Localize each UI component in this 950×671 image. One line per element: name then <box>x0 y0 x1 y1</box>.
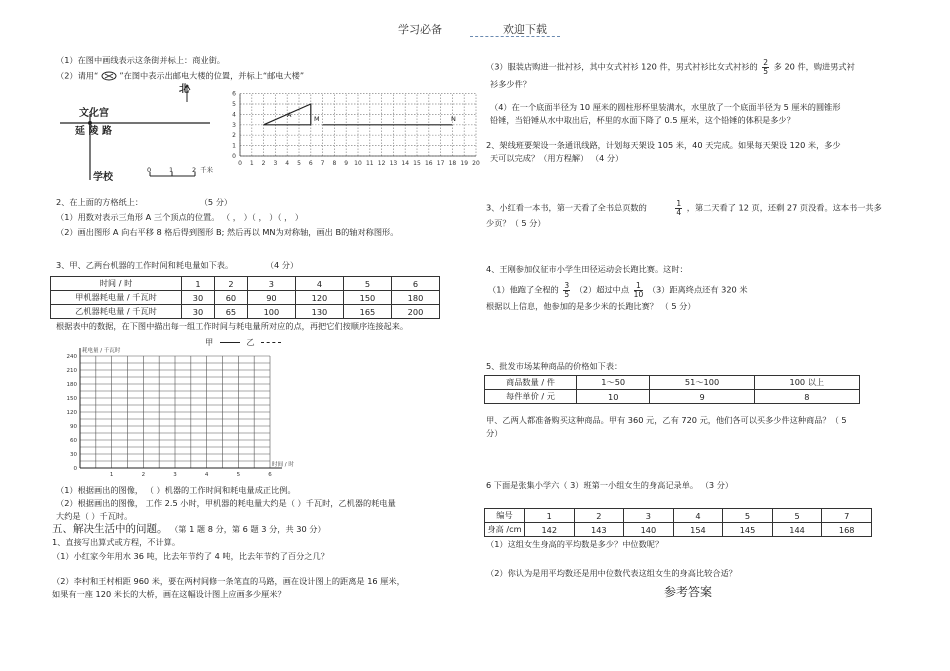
grid-x-tick-label: 5 <box>297 160 301 167</box>
grid-x-tick-label: 6 <box>308 160 313 167</box>
q3-sub2a: （2）根据画出的图像， 工作 2.5 小时，甲机器的耗电量大约是（ ）千瓦时，乙机器的耗电量 <box>56 498 396 508</box>
power-table-header-cell: 时间 / 时 <box>51 277 182 291</box>
height-table-header-cell: 7 <box>822 509 872 523</box>
legend-yi-label: 乙 <box>246 337 255 347</box>
chart-x-tick-label: 6 <box>268 472 272 478</box>
height-table-header-cell: 1 <box>525 509 575 523</box>
power-table-cell: 200 <box>391 305 439 319</box>
point-m-label: M <box>314 115 320 123</box>
power-table-header-cell: 3 <box>247 277 295 291</box>
p6-sub2: （2）你认为是用平均数还是用中位数代表这组女生的身高比较合适？ <box>486 568 737 578</box>
r4-text-b: 铅锤，当铅锤从水中取出后，杯里的水面下降了 0.5 厘米，这个铅锤的体积是多少？ <box>490 115 795 125</box>
power-table-cell: 乙机器耗电量 / 千瓦时 <box>51 305 182 319</box>
grid-x-tick-label: 13 <box>389 160 398 167</box>
grid-x-tick-label: 20 <box>472 160 480 167</box>
q3-score: （4 分） <box>265 260 299 270</box>
grid-y-tick-label: 4 <box>232 111 236 119</box>
power-table-cell: 90 <box>247 291 295 305</box>
q2-text-b: ”在图中表示出邮电大楼的位置，并标上“邮电大楼” <box>119 70 305 81</box>
chart-y-tick-label: 30 <box>70 452 77 458</box>
grid-x-tick-label: 11 <box>365 160 374 167</box>
grid-x-tick-label: 0 <box>238 160 242 167</box>
q3-desc: 根据表中的数据，在下图中描出每一组工作时间与耗电量所对应的点，再把它们按顺序连接起来。 <box>56 321 409 331</box>
grid-x-tick-label: 15 <box>413 160 421 167</box>
section5-heading <box>52 524 326 536</box>
power-table-cell: 130 <box>295 305 343 319</box>
legend-jia-label: 甲 <box>205 337 214 347</box>
price-table-header-cell: 100 以上 <box>754 376 859 390</box>
grid-y-tick-label: 6 <box>232 90 236 98</box>
chart-y-axis-title: 耗电量 / 千瓦时 <box>82 348 121 354</box>
price-table-cell: 9 <box>650 390 754 404</box>
p4-cond-2: （2）超过中点 <box>574 284 630 295</box>
fraction-three-fifths: $\frac{3}{5}$ <box>564 281 570 299</box>
grid-x-tick-label: 3 <box>273 160 278 167</box>
p6-title: 6 下面是张集小学六（ 3）班第一小组女生的身高记录单。 （3 分） <box>486 480 734 490</box>
triangle-a-label: A <box>287 111 292 119</box>
height-table-header-cell: 编号 <box>485 509 525 523</box>
q-grid-score: （5 分） <box>199 197 233 207</box>
s2-text-b: 如果有一座 120 米长的大桥，画在这幅设计图上应画多少厘米？ <box>52 589 286 599</box>
p4-question: 根据以上信息，他参加的是多少米的长跑比赛？ （ 5 分） <box>486 301 696 311</box>
price-table-header-cell: 1～50 <box>577 376 650 390</box>
grid-x-tick-label: 19 <box>460 160 469 167</box>
height-table-header-cell: 2 <box>574 509 624 523</box>
grid-x-tick-label: 14 <box>401 160 410 167</box>
chart-x-tick-label: 1 <box>109 472 114 478</box>
fraction-one-quarter: $\frac{1}{4}$ <box>676 199 682 217</box>
q3-title <box>56 261 298 270</box>
price-table-cell: 每件单价 / 元 <box>485 390 577 404</box>
grid-y-tick-label: 5 <box>232 101 236 108</box>
power-table-cell: 60 <box>214 291 247 305</box>
scale-0: 0 <box>147 166 152 174</box>
power-table-header-cell: 5 <box>343 277 391 291</box>
section5-title: 五、解决生活中的问题。 <box>52 523 168 535</box>
height-table <box>484 508 872 537</box>
grid-y-tick-label: 0 <box>232 153 236 160</box>
coordinate-grid <box>228 84 483 174</box>
p4-conditions <box>488 282 748 298</box>
r3-text <box>486 59 855 75</box>
header-right: 欢迎下载 <box>503 23 547 36</box>
q3-sub2b: 大约是（ ）千瓦时。 <box>56 511 133 521</box>
chart-x-tick-label: 4 <box>204 472 209 478</box>
grid-x-tick-label: 2 <box>261 160 266 167</box>
height-table-row <box>485 509 872 523</box>
height-table-cell: 144 <box>772 523 822 537</box>
power-table-cell: 180 <box>391 291 439 305</box>
legend-jia-line <box>220 342 240 343</box>
grid-y-tick-label: 2 <box>232 132 236 140</box>
grid-x-tick-label: 8 <box>332 160 337 167</box>
r3-text-a: （3）服装店购进一批衬衫，其中女式衬衫 120 件，男式衬衫比女式衬衫的 <box>486 61 758 72</box>
grid-x-tick-label: 10 <box>354 160 362 167</box>
power-table-header-cell: 6 <box>391 277 439 291</box>
q-grid-sub1: （1）用数对表示三角形 A 三个顶点的位置。 （ ， ）（ ， ）（ ， ） <box>56 212 304 222</box>
yanling-road-label: 延 陵 路 <box>75 126 112 137</box>
height-table-row <box>485 523 872 537</box>
power-table-cell: 120 <box>295 291 343 305</box>
power-table-row <box>51 305 440 319</box>
scale-2: 2 <box>192 166 197 174</box>
grid-x-tick-label: 4 <box>285 160 290 167</box>
chart-x-tick-label: 3 <box>173 472 177 478</box>
r4-text-a: （4）在一个底面半径为 10 厘米的圆柱形杯里装满水，水里放了一个底面半径为 5 厘米的圆锥形 <box>490 102 841 112</box>
answers-title: 参考答案 <box>664 585 713 599</box>
fraction-one-tenth: $\frac{1}{10}$ <box>633 281 644 299</box>
p5-text-b: 分） <box>486 428 503 438</box>
p4-cond-1: （1）他跑了全程的 <box>488 284 559 295</box>
height-table-header-cell: 3 <box>624 509 674 523</box>
price-table-cell: 10 <box>577 390 650 404</box>
chart-x-tick-label: 5 <box>236 472 241 478</box>
power-table-cell: 165 <box>343 305 391 319</box>
point-n-label: N <box>451 115 456 123</box>
power-chart <box>50 346 294 478</box>
section5-note: （第 1 题 8 分，第 6 题 3 分，共 30 分） <box>170 524 326 534</box>
power-table-header-cell: 2 <box>214 277 247 291</box>
height-table-cell: 143 <box>574 523 624 537</box>
q2-text-a: （2）请用“ <box>56 70 99 81</box>
header-left: 学习必备 <box>398 23 442 36</box>
grid-x-tick-label: 16 <box>424 160 433 167</box>
power-consumption-table <box>50 276 440 319</box>
q1-text: （1）在图中画线表示这条街并标上：商业街。 <box>56 55 225 65</box>
q3-title-text: 3、甲、乙两台机器的工作时间和耗电量如下表。 <box>56 260 234 270</box>
chart-y-tick-label: 150 <box>66 396 77 402</box>
chart-x-tick-label: 2 <box>141 472 146 478</box>
s1-text: （1）小红家今年用水 36 吨，比去年节约了 4 吨，比去年节约了百分之几？ <box>52 551 329 561</box>
chart-y-tick-label: 210 <box>66 368 77 374</box>
grid-x-tick-label: 1 <box>249 160 254 167</box>
grid-x-tick-label: 17 <box>436 160 445 167</box>
power-table-header-cell: 4 <box>295 277 343 291</box>
scale-unit: 千米 <box>200 166 213 174</box>
height-table-cell: 身高 /cm <box>485 523 525 537</box>
power-table-cell: 30 <box>182 305 215 319</box>
s2-text-a: （2）李村和王村相距 960 米，要在两村间修一条笔直的马路，画在设计图上的距离是 16 厘米， <box>52 576 405 586</box>
price-table-row <box>485 390 860 404</box>
power-table-cell: 150 <box>343 291 391 305</box>
height-table-header-cell: 5 <box>772 509 822 523</box>
r3-text-c: 衫多少件？ <box>490 79 531 89</box>
chart-y-tick-label: 180 <box>66 382 77 388</box>
chart-y-tick-label: 60 <box>70 438 77 444</box>
grid-y-tick-label: 3 <box>232 121 236 129</box>
r3-text-b: 多 20 件，购进男式衬 <box>773 61 855 72</box>
chart-x-axis-title: 时间 / 时 <box>272 462 294 468</box>
scale-1: 1 <box>169 166 174 174</box>
price-table-cell: 8 <box>754 390 859 404</box>
chart-y-tick-label: 120 <box>66 410 77 416</box>
p2-text-b: 天可以完成？（用方程解） （4 分） <box>490 153 624 163</box>
chart-y-tick-label: 90 <box>70 424 77 430</box>
grid-x-tick-label: 9 <box>344 160 349 167</box>
height-table-cell: 145 <box>723 523 773 537</box>
height-table-header-cell: 4 <box>673 509 723 523</box>
p3-text-c: 少页？（ 5 分） <box>486 218 546 228</box>
price-table-header-cell: 51～100 <box>650 376 754 390</box>
culture-palace-label: 文化宫 <box>79 108 109 119</box>
height-table-header-cell: 5 <box>723 509 773 523</box>
legend-yi-line <box>261 342 281 343</box>
power-table-cell: 100 <box>247 305 295 319</box>
p5-text-a: 甲、乙两人都准备购买这种商品。甲有 360 元，乙有 720 元，他们各可以买多少件这种商品？（ 5 <box>486 415 847 425</box>
chart-y-tick-label: 240 <box>66 354 77 360</box>
header-underline <box>470 36 560 37</box>
grid-x-tick-label: 7 <box>320 160 325 167</box>
school-label: 学校 <box>93 172 113 183</box>
q-grid-title-text: 2、在上面的方格纸上： <box>56 197 144 207</box>
section5-sub: 1、直接写出算式或方程，不计算。 <box>52 537 181 547</box>
p3-text-b: ，第二天看了 12 页，还剩 27 页没看。这本书一共多 <box>686 202 882 213</box>
grid-x-tick-label: 12 <box>377 160 386 167</box>
grid-x-tick-label: 18 <box>448 160 457 167</box>
power-table-row <box>51 277 440 291</box>
q2-text <box>56 71 304 81</box>
north-label: 北 <box>179 84 189 95</box>
height-table-cell: 140 <box>624 523 674 537</box>
p2-text-a: 2、架线班要架设一条通讯线路，计划每天架设 105 米，40 天完成。如果每天架设 120 米，多少 <box>486 140 841 150</box>
p4-title: 4、王刚参加仪征市小学生田径运动会长跑比赛。这时： <box>486 264 688 274</box>
height-table-cell: 168 <box>822 523 872 537</box>
fraction-two-fifths: $\frac{2}{5}$ <box>763 58 769 76</box>
p3-text-a: 3、小红看一本书，第一天看了全书总页数的 <box>486 202 647 213</box>
p5-title: 5、批发市场某种商品的价格如下表： <box>486 361 623 371</box>
height-table-cell: 142 <box>525 523 575 537</box>
price-table <box>484 375 860 404</box>
chart-y-tick-label: 0 <box>73 466 77 472</box>
p4-cond-3: （3）距离终点还有 320 米 <box>647 284 748 295</box>
power-table-cell: 甲机器耗电量 / 千瓦时 <box>51 291 182 305</box>
height-table-cell: 154 <box>673 523 723 537</box>
post-office-icon <box>101 71 117 81</box>
price-table-row <box>485 376 860 390</box>
power-table-header-cell: 1 <box>182 277 215 291</box>
grid-y-tick-label: 1 <box>232 142 236 150</box>
q-grid-sub2: （2）画出图形 A 向右平移 8 格后得到图形 B; 然后再以 MN为对称轴，画出 B的轴对称图形。 <box>56 227 399 237</box>
power-table-cell: 65 <box>214 305 247 319</box>
p6-sub1: （1）这组女生身高的平均数是多少？中位数呢？ <box>486 539 664 549</box>
power-table-row <box>51 291 440 305</box>
p3-text <box>486 200 882 216</box>
price-table-header-cell: 商品数量 / 件 <box>485 376 577 390</box>
power-table-cell: 30 <box>182 291 215 305</box>
q3-sub1: （1）根据画出的图像， （ ）机器的工作时间和耗电量成正比例。 <box>56 485 296 495</box>
q-grid-title <box>56 198 232 207</box>
